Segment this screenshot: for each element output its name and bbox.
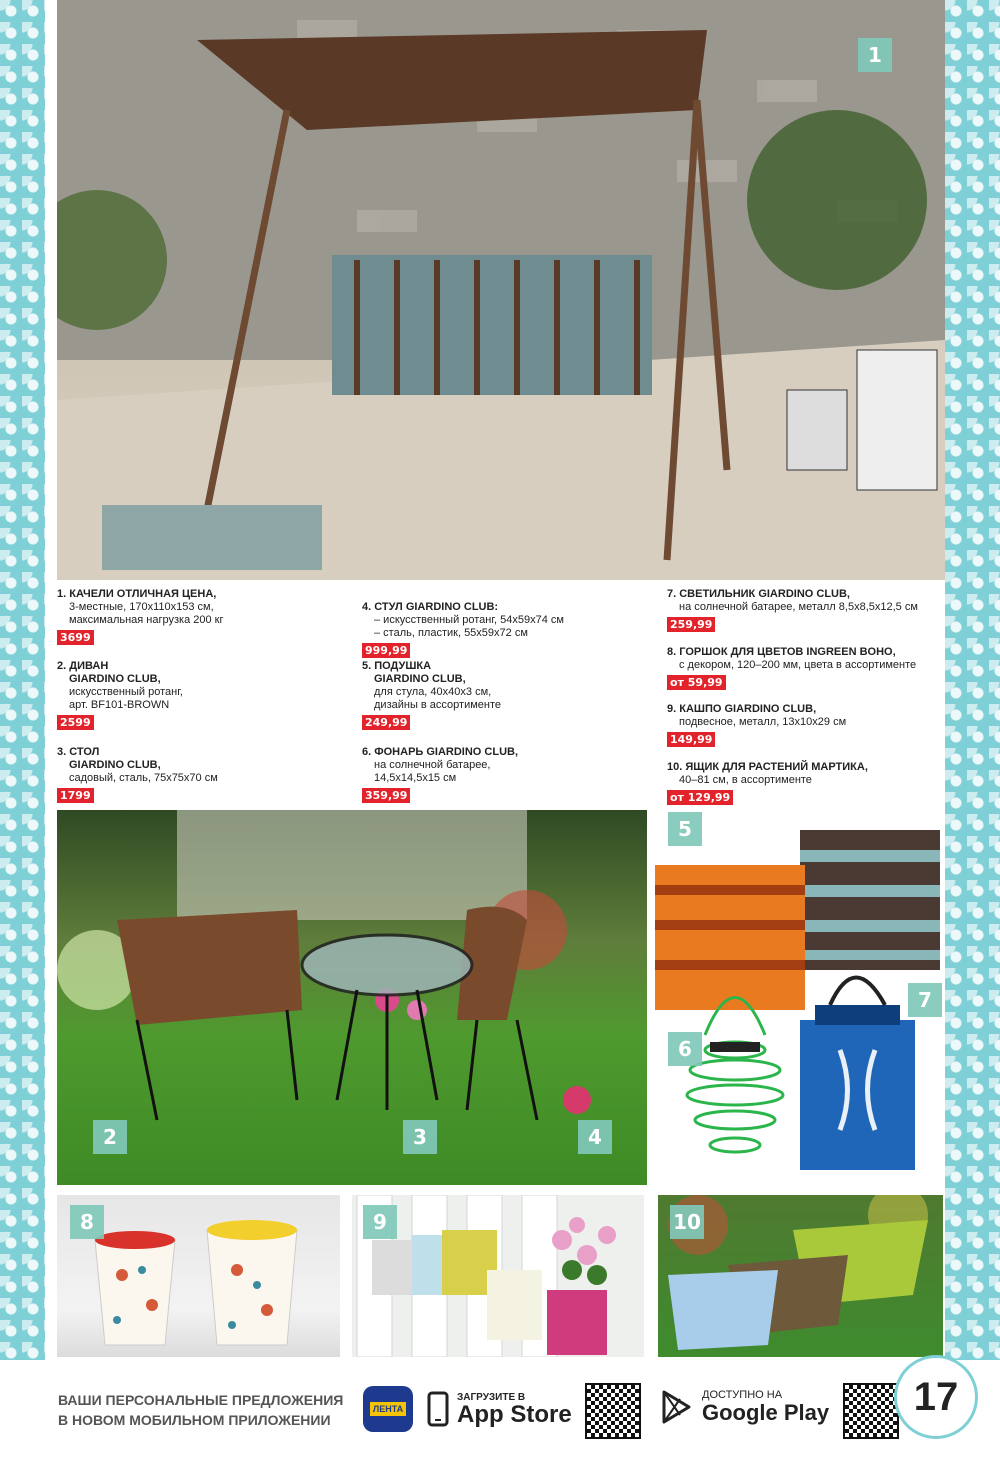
app-store-button[interactable] [427,1386,572,1432]
item-5-desc: для стула, 40х40х3 см, [374,686,492,698]
item-2-desc2: арт. BF101-BROWN [69,699,170,711]
google-play-small-label: ДОСТУПНО НА [702,1389,783,1401]
page-number: 17 [894,1355,978,1439]
item-4-desc: – искусственный ротанг, 54х59х74 см [374,614,564,626]
promo-text [58,1390,343,1430]
item-3-title: 3. СТОЛ [57,746,100,758]
app-store-label: App Store [457,1400,572,1428]
item-1-desc2: максимальная нагрузка 200 кг [69,614,224,626]
badge-9: 9 [363,1205,397,1239]
item-9-desc: подвесное, металл, 13х10х29 см [679,716,847,728]
item-6 [362,746,662,803]
google-play-button[interactable] [660,1382,829,1432]
item-7-title: 7. СВЕТИЛЬНИК GIARDINO CLUB, [667,588,850,600]
photo-cushions-lanterns [650,810,945,1185]
item-10-desc: 40–81 см, в ассортименте [679,774,812,786]
item-2 [57,660,347,730]
item-5-desc2: дизайны в ассортименте [374,699,502,711]
cushions-lanterns-illustration [650,810,945,1185]
item-5-title2: GIARDINO CLUB, [374,673,466,685]
item-4-desc2: – сталь, пластик, 55х59х72 см [374,627,528,639]
item-1-desc: 3-местные, 170х110х153 см, [69,601,214,613]
item-8-price: от 59,99 [667,675,726,690]
badge-5: 5 [668,812,702,846]
item-2-price: 2599 [57,715,94,730]
item-3-desc: садовый, сталь, 75х75х70 см [69,772,218,784]
item-4-price: 999,99 [362,643,410,658]
item-9 [667,703,947,747]
decorative-border-left [0,0,45,1461]
item-6-title: 6. ФОНАРЬ GIARDINO CLUB, [362,746,519,758]
item-10-price: от 129,99 [667,790,733,805]
item-7-price: 259,99 [667,617,715,632]
badge-3: 3 [403,1120,437,1154]
promo-line-1: ВАШИ ПЕРСОНАЛЬНЫЕ ПРЕДЛОЖЕНИЯ [58,1392,344,1408]
photo-patio-set [57,810,647,1185]
item-6-desc: на солнечной батарее, [374,759,491,771]
smartphone-icon [427,1391,449,1427]
item-8 [667,646,947,690]
item-2-desc: искусственный ротанг, [69,686,183,698]
app-store-small-label: ЗАГРУЗИТЕ В [457,1391,526,1403]
item-2-title: 2. ДИВАН [57,660,109,672]
badge-6: 6 [668,1032,702,1066]
badge-2: 2 [93,1120,127,1154]
photo-swing [57,0,945,580]
item-7-desc: на солнечной батарее, металл 8,5х8,5х12,5 см [679,601,918,613]
badge-4: 4 [578,1120,612,1154]
qr-code-app-store[interactable] [585,1383,641,1439]
item-5 [362,660,662,730]
item-5-price: 249,99 [362,715,410,730]
item-4 [362,601,662,658]
item-9-price: 149,99 [667,732,715,747]
item-10 [667,761,947,805]
patio-set-illustration [57,810,647,1185]
qr-code-google-play[interactable] [843,1383,899,1439]
item-3 [57,746,347,803]
lenta-logo-text: ЛЕНТА [370,1402,406,1416]
badge-7: 7 [908,983,942,1017]
lenta-app-icon[interactable] [363,1386,413,1432]
badge-10: 10 [670,1205,704,1239]
google-play-label: Google Play [702,1400,830,1425]
item-6-desc2: 14,5х14,5х15 см [374,772,457,784]
item-10-title: 10. ЯЩИК ДЛЯ РАСТЕНИЙ МАРТИКА, [667,761,868,773]
item-8-desc: с декором, 120–200 мм, цвета в ассортименте [679,659,917,671]
item-1-title: 1. КАЧЕЛИ ОТЛИЧНАЯ ЦЕНА, [57,588,217,600]
item-7 [667,588,947,632]
decorative-border-right [945,0,1000,1461]
badge-1: 1 [858,38,892,72]
item-4-title: 4. СТУЛ GIARDINO CLUB: [362,601,499,613]
badge-8: 8 [70,1205,104,1239]
swing-illustration [57,0,945,580]
item-8-title: 8. ГОРШОК ДЛЯ ЦВЕТОВ INGREEN BOHO, [667,646,896,658]
item-1 [57,588,347,645]
google-play-icon [660,1389,692,1425]
item-3-title2: GIARDINO CLUB, [69,759,161,771]
item-9-title: 9. КАШПО GIARDINO CLUB, [667,703,817,715]
item-5-title: 5. ПОДУШКА [362,660,432,672]
item-6-price: 359,99 [362,788,410,803]
item-1-price: 3699 [57,630,94,645]
item-3-price: 1799 [57,788,94,803]
promo-line-2: В НОВОМ МОБИЛЬНОМ ПРИЛОЖЕНИИ [58,1412,331,1428]
item-2-title2: GIARDINO CLUB, [69,673,161,685]
